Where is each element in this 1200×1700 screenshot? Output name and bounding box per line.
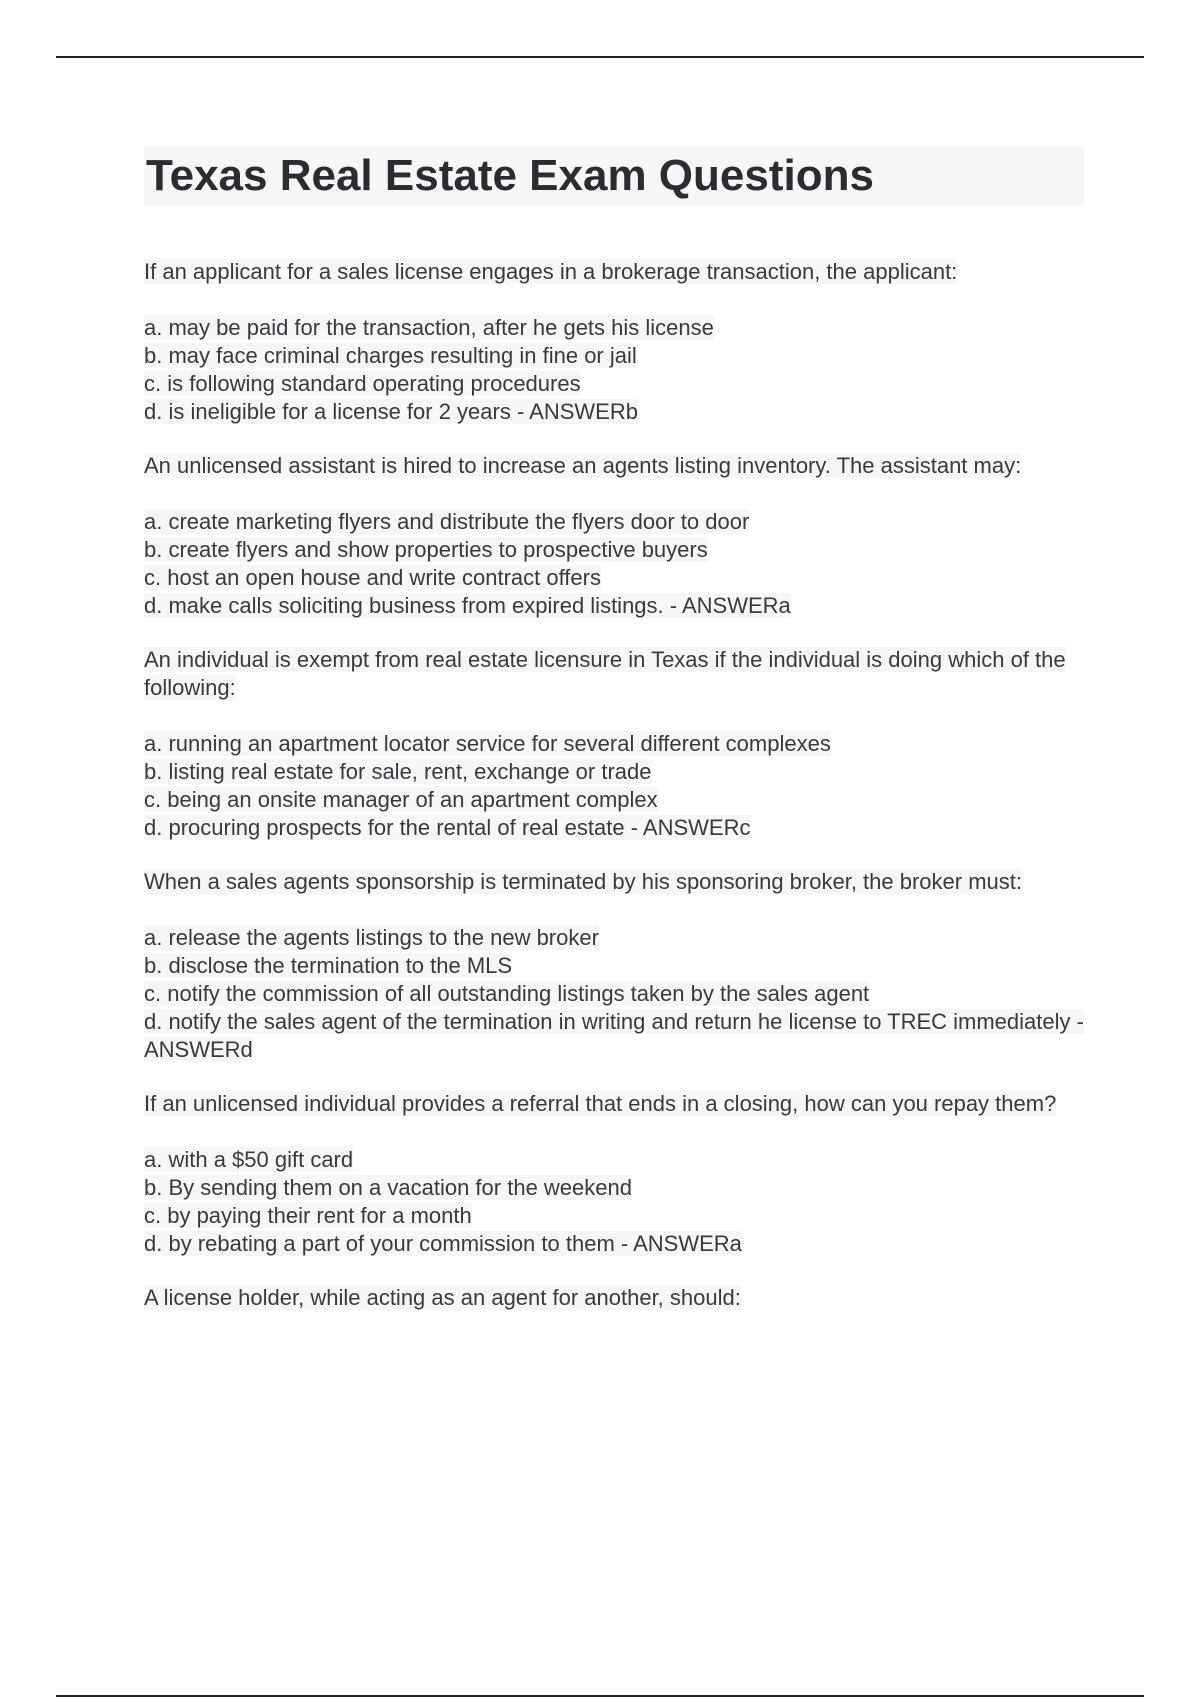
- page-title: Texas Real Estate Exam Questions: [144, 146, 1084, 206]
- answer-option: d. procuring prospects for the rental of real estate - ANSWERc: [144, 815, 751, 840]
- question-block: [144, 1284, 1084, 1312]
- question-block: [144, 646, 1084, 842]
- top-rule: [56, 56, 1144, 58]
- question-block: [144, 1090, 1084, 1258]
- answer-option: b. create flyers and show properties to prospective buyers: [144, 537, 708, 562]
- question-text: An unlicensed assistant is hired to increase an agents listing inventory. The assistant may:: [144, 453, 1022, 478]
- answer-option: c. notify the commission of all outstanding listings taken by the sales agent: [144, 981, 870, 1006]
- question-text: If an applicant for a sales license engages in a brokerage transaction, the applicant:: [144, 259, 958, 284]
- question-text: If an unlicensed individual provides a referral that ends in a closing, how can you repay them?: [144, 1091, 1057, 1116]
- answer-option: a. with a $50 gift card: [144, 1147, 354, 1172]
- answer-option: a. create marketing flyers and distribute the flyers door to door: [144, 509, 750, 534]
- answer-option: c. by paying their rent for a month: [144, 1203, 472, 1228]
- question-list: [144, 258, 1084, 1312]
- answer-option: c. being an onsite manager of an apartment complex: [144, 787, 658, 812]
- answer-option: a. running an apartment locator service for several different complexes: [144, 731, 831, 756]
- answer-option: a. may be paid for the transaction, after he gets his license: [144, 315, 714, 340]
- question-block: [144, 868, 1084, 1064]
- answer-option: a. release the agents listings to the new broker: [144, 925, 599, 950]
- question-text: When a sales agents sponsorship is terminated by his sponsoring broker, the broker must:: [144, 869, 1023, 894]
- question-text: A license holder, while acting as an agent for another, should:: [144, 1285, 741, 1310]
- answer-option: b. may face criminal charges resulting in fine or jail: [144, 343, 637, 368]
- answer-option: d. make calls soliciting business from expired listings. - ANSWERa: [144, 593, 791, 618]
- answer-option: c. host an open house and write contract offers: [144, 565, 601, 590]
- answer-option: b. By sending them on a vacation for the weekend: [144, 1175, 632, 1200]
- question-block: [144, 258, 1084, 426]
- document-body: [144, 146, 1084, 1340]
- question-block: [144, 452, 1084, 620]
- answer-option: d. notify the sales agent of the termination in writing and return he license to TREC immediately - ANSWERd: [144, 1009, 1084, 1062]
- answer-option: b. listing real estate for sale, rent, exchange or trade: [144, 759, 652, 784]
- answer-option: d. is ineligible for a license for 2 years - ANSWERb: [144, 399, 638, 424]
- answer-option: c. is following standard operating procedures: [144, 371, 581, 396]
- answer-option: b. disclose the termination to the MLS: [144, 953, 513, 978]
- answer-option: d. by rebating a part of your commission to them - ANSWERa: [144, 1231, 742, 1256]
- question-text: An individual is exempt from real estate licensure in Texas if the individual is doing which of the following:: [144, 647, 1066, 700]
- bottom-rule: [56, 1695, 1144, 1697]
